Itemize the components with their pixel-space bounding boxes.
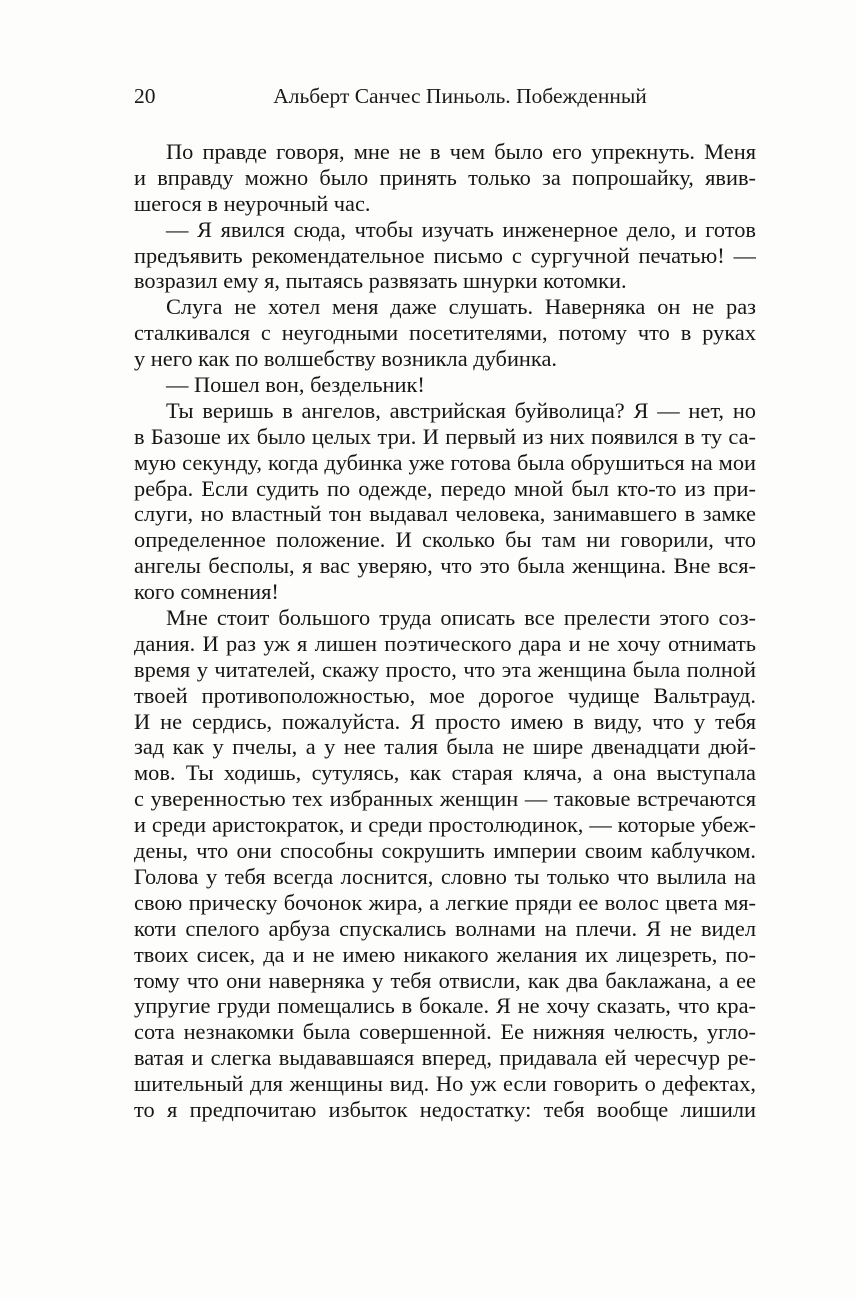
text-line: Слуга не хотел меня даже слушать. Наверняка он не раз bbox=[166, 294, 756, 320]
text-line: упругие груди помещались в бокале. Я не хочу сказать, что кра- bbox=[134, 993, 756, 1019]
text-line: с уверенностью тех избранных женщин — таковые встречаются bbox=[134, 786, 756, 812]
text-line: и среди аристократок, и среди простолюдинок, — которые убеж- bbox=[134, 812, 756, 838]
text-line: шегося в неурочный час. bbox=[134, 190, 371, 216]
text-line: время у читателей, скажу просто, что эта женщина была полной bbox=[134, 656, 756, 682]
text-line: — Я явился сюда, чтобы изучать инженерное дело, и готов bbox=[166, 216, 756, 242]
text-line: Ты веришь в ангелов, австрийская буйволица? Я — нет, но bbox=[166, 397, 756, 423]
text-line: слуги, но властный тон выдавал человека, занимавшего в замке bbox=[134, 501, 756, 527]
text-line: дены, что они способны сокрушить империи своим каблучком. bbox=[134, 838, 756, 864]
text-line: дания. И раз уж я лишен поэтического дара и не хочу отнимать bbox=[134, 630, 756, 656]
text-line: — Пошел вон, бездельник! bbox=[166, 372, 425, 398]
text-line: ангелы бесполы, я вас уверяю, что это была женщина. Вне вся- bbox=[134, 553, 756, 579]
text-line: твоих сисек, да и не имею никакого желания их лицезреть, по- bbox=[134, 941, 756, 967]
text-line: определенное положение. И сколько бы там ни говорили, что bbox=[134, 527, 756, 553]
text-line: ребра. Если судить по одежде, передо мной был кто-то из при- bbox=[134, 475, 756, 501]
text-line: свою прическу бочонок жира, а легкие пряди ее волос цвета мя- bbox=[134, 889, 756, 915]
body-text bbox=[134, 139, 756, 1123]
text-line: в Базоше их было целых три. И первый из них появился в ту са- bbox=[134, 423, 756, 449]
text-line: По правде говоря, мне не в чем было его упрекнуть. Меня bbox=[166, 139, 756, 164]
text-line: и вправду можно было принять только за попрошайку, явив- bbox=[134, 164, 756, 190]
text-line: то я предпочитаю избыток недостатку: тебя вообще лишили bbox=[134, 1096, 756, 1122]
text-line: ватая и слегка выдававшаяся вперед, придавала ей чересчур ре- bbox=[134, 1045, 756, 1071]
running-title: Альберт Санчес Пиньоль. Побежденный bbox=[273, 84, 647, 108]
text-line: кого сомнения! bbox=[134, 579, 279, 605]
text-line: тому что они наверняка у тебя отвисли, как два баклажана, а ее bbox=[134, 967, 756, 993]
text-line: зад как у пчелы, а у нее талия была не шире двенадцати дюй- bbox=[134, 734, 756, 760]
page-number: 20 bbox=[134, 84, 156, 108]
text-line: твоей противоположностью, мое дорогое чудище Вальтрауд. bbox=[134, 682, 756, 708]
text-line: коти спелого арбуза спускались волнами на плечи. Я не видел bbox=[134, 915, 756, 941]
text-line: И не сердись, пожалуйста. Я просто имею в виду, что у тебя bbox=[134, 708, 756, 734]
text-line: сота незнакомки была совершенной. Ее нижняя челюсть, угло- bbox=[134, 1019, 756, 1045]
text-line: у него как по волшебству возникла дубинка. bbox=[134, 346, 557, 372]
running-header bbox=[134, 84, 756, 114]
text-line: мую секунду, когда дубинка уже готова была обрушиться на мои bbox=[134, 449, 756, 475]
text-line: сталкивался с неугодными посетителями, потому что в руках bbox=[134, 320, 756, 346]
text-line: предъявить рекомендательное письмо с сургучной печатью! — bbox=[134, 242, 756, 268]
text-line: Голова у тебя всегда лоснится, словно ты только что вылила на bbox=[134, 863, 756, 889]
text-line: возразил ему я, пытаясь развязать шнурки котомки. bbox=[134, 268, 627, 294]
text-line: мов. Ты ходишь, сутулясь, как старая кляча, а она выступала bbox=[134, 760, 756, 786]
text-line: Мне стоит большого труда описать все прелести этого соз- bbox=[166, 605, 756, 631]
text-line: шительный для женщины вид. Но уж если говорить о дефектах, bbox=[134, 1071, 756, 1097]
